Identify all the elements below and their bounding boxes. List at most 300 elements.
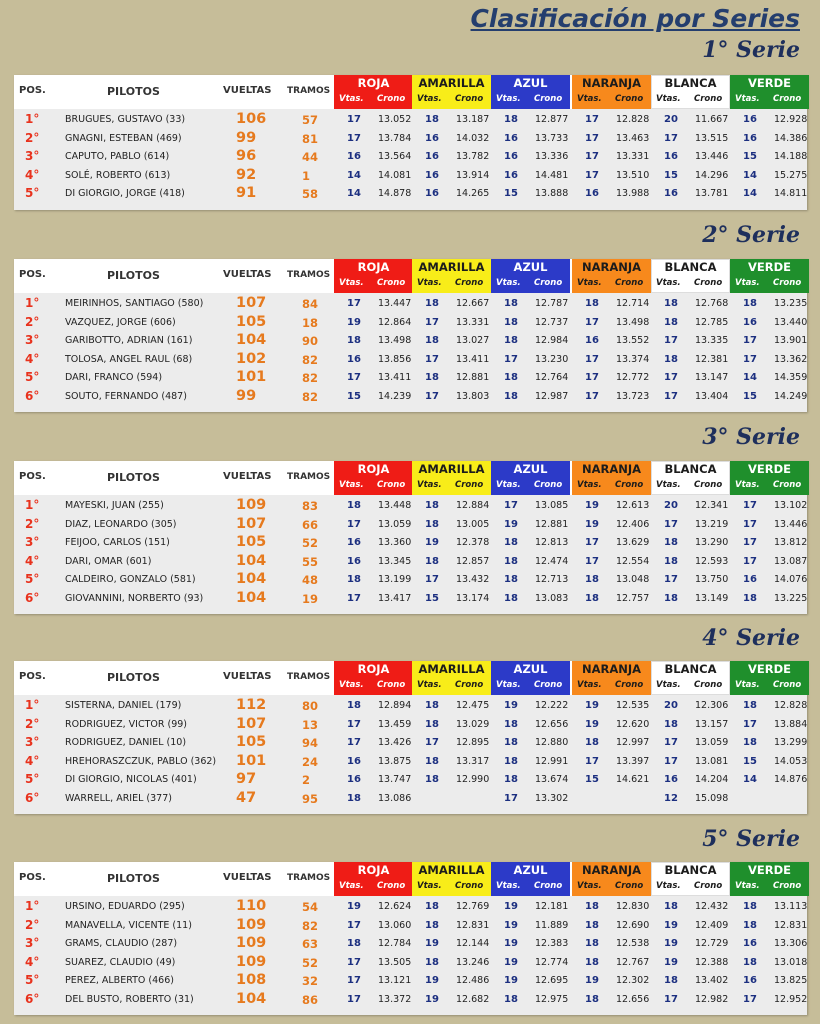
color-time: 13.235	[774, 298, 808, 309]
color-time: 13.459	[378, 718, 412, 730]
table-row	[14, 734, 807, 753]
color-laps: 18	[504, 774, 518, 785]
color-time: 13.723	[616, 390, 650, 402]
color-time: 12.486	[456, 975, 490, 986]
position: 5°	[25, 973, 40, 987]
color-laps: 16	[425, 169, 439, 181]
subheader-crono: Crono	[377, 480, 406, 490]
color-laps: 17	[743, 537, 757, 548]
color-name: AZUL	[513, 462, 548, 476]
laps-total: 107	[236, 515, 267, 532]
color-time: 13.781	[695, 188, 729, 199]
color-time: 13.048	[616, 574, 650, 585]
color-name: AZUL	[513, 76, 548, 90]
color-time: 12.895	[456, 737, 490, 748]
color-header-amarilla	[412, 862, 491, 896]
color-laps: 17	[743, 718, 757, 730]
pilot-name: RODRIGUEZ, VICTOR (99)	[65, 718, 187, 730]
subheader-vtas: Vtas.	[496, 278, 521, 288]
color-name: VERDE	[747, 462, 791, 476]
color-time: 13.988	[616, 188, 650, 199]
color-time: 13.086	[378, 792, 412, 804]
pilot-name: SOUTO, FERNANDO (487)	[65, 390, 187, 402]
table-row	[14, 753, 807, 772]
color-laps: 19	[664, 938, 678, 949]
color-laps: 17	[585, 151, 599, 162]
table-row	[14, 534, 807, 553]
color-time: 13.402	[695, 975, 729, 986]
subheader-crono: Crono	[694, 94, 723, 104]
color-header-naranja	[572, 862, 651, 896]
color-laps: 17	[347, 592, 361, 604]
subheader-vtas: Vtas.	[656, 680, 681, 690]
color-name: AMARILLA	[418, 662, 485, 676]
color-laps: 17	[585, 755, 599, 767]
color-subheader	[651, 677, 730, 693]
color-name: ROJA	[357, 662, 390, 676]
color-subheader	[491, 91, 570, 107]
position: 1°	[25, 296, 40, 310]
subheader-crono: Crono	[694, 278, 723, 288]
color-laps: 18	[504, 993, 518, 1005]
laps-total: 104	[236, 332, 267, 348]
color-time: 13.750	[695, 574, 729, 585]
table-body	[14, 109, 807, 210]
header-pilotos: PILOTOS	[107, 671, 160, 684]
sections: 55	[302, 554, 319, 569]
color-time: 13.888	[535, 188, 569, 199]
color-subheader	[491, 677, 570, 693]
table-row	[14, 972, 807, 991]
laps-total: 96	[236, 148, 257, 164]
color-time: 14.265	[456, 188, 490, 199]
position: 2°	[25, 716, 40, 731]
color-time: 13.747	[378, 774, 412, 785]
position: 1°	[25, 698, 40, 712]
color-laps: 16	[585, 188, 599, 199]
table-header	[14, 862, 807, 896]
subheader-crono: Crono	[694, 680, 723, 690]
color-laps: 19	[425, 537, 439, 548]
color-time: 13.052	[378, 114, 412, 125]
color-name: AZUL	[513, 662, 548, 676]
subheader-crono: Crono	[615, 94, 644, 104]
sections: 18	[302, 315, 319, 330]
color-subheader	[412, 477, 491, 493]
pilot-name: SUAREZ, CLAUDIO (49)	[65, 956, 176, 968]
table-row	[14, 898, 807, 917]
color-header-roja	[334, 461, 413, 495]
color-laps: 16	[347, 151, 361, 162]
color-laps: 15	[504, 188, 518, 199]
color-laps: 17	[743, 993, 757, 1005]
color-time: 12.884	[456, 500, 490, 511]
color-time: 12.474	[535, 555, 569, 567]
color-time: 12.881	[456, 372, 490, 383]
color-laps: 18	[425, 700, 439, 711]
color-laps: 15	[425, 592, 439, 604]
subheader-vtas: Vtas.	[496, 94, 521, 104]
sections: 32	[302, 974, 319, 988]
color-header-azul	[491, 259, 570, 293]
color-laps: 18	[585, 592, 599, 604]
color-laps: 16	[743, 938, 757, 949]
subheader-vtas: Vtas.	[735, 278, 760, 288]
color-time: 13.448	[378, 500, 412, 511]
subheader-crono: Crono	[377, 881, 406, 891]
color-time: 12.984	[535, 335, 569, 346]
color-header-azul	[491, 461, 570, 495]
table-row	[14, 332, 807, 351]
table-row	[14, 351, 807, 370]
color-time: 12.737	[535, 316, 569, 328]
color-laps: 18	[743, 700, 757, 711]
color-time: 12.831	[774, 919, 808, 931]
subheader-vtas: Vtas.	[496, 881, 521, 891]
header-pos: POS.	[19, 671, 46, 682]
color-subheader	[730, 477, 809, 493]
color-laps: 17	[585, 390, 599, 402]
color-time: 13.901	[774, 335, 808, 346]
color-time: 13.397	[616, 755, 650, 767]
color-time: 13.290	[695, 537, 729, 548]
color-time: 13.121	[378, 975, 412, 986]
color-time: 12.830	[616, 901, 650, 912]
subheader-crono: Crono	[615, 680, 644, 690]
subheader-crono: Crono	[534, 680, 563, 690]
subheader-crono: Crono	[773, 881, 802, 891]
color-laps: 19	[664, 919, 678, 931]
position: 3°	[25, 936, 40, 950]
pilot-name: DEL BUSTO, ROBERTO (31)	[65, 993, 194, 1005]
color-laps: 17	[664, 518, 678, 530]
color-laps: 14	[743, 169, 757, 181]
pilot-name: MANAVELLA, VICENTE (11)	[65, 919, 192, 931]
color-time: 12.857	[456, 555, 490, 567]
sections: 84	[302, 297, 319, 311]
laps-total: 104	[236, 589, 267, 606]
color-time: 13.411	[456, 353, 490, 365]
subheader-crono: Crono	[534, 278, 563, 288]
color-laps: 17	[585, 555, 599, 567]
color-header-amarilla	[412, 461, 491, 495]
color-laps: 16	[425, 151, 439, 162]
color-laps: 14	[347, 188, 361, 199]
color-laps: 17	[585, 132, 599, 144]
color-time: 12.877	[535, 114, 569, 125]
color-time: 13.505	[378, 956, 412, 968]
color-laps: 14	[743, 372, 757, 383]
table-header	[14, 661, 807, 695]
color-header-verde	[730, 862, 809, 896]
color-time: 13.812	[774, 537, 808, 548]
color-time: 12.990	[456, 774, 490, 785]
laps-total: 104	[236, 571, 267, 587]
color-header-naranja	[572, 75, 651, 109]
sections: 86	[302, 992, 319, 1007]
pilot-name: DARI, FRANCO (594)	[65, 372, 163, 383]
color-time: 12.729	[695, 938, 729, 949]
color-laps: 19	[664, 956, 678, 968]
color-laps: 18	[504, 537, 518, 548]
color-time: 13.498	[378, 335, 412, 346]
sections: 19	[302, 591, 319, 606]
color-time: 12.690	[616, 919, 650, 931]
color-time: 13.803	[456, 390, 490, 402]
laps-total: 99	[236, 129, 257, 146]
table-row	[14, 369, 807, 388]
color-laps: 18	[425, 956, 439, 968]
laps-total: 47	[236, 789, 257, 806]
sections: 2	[302, 773, 311, 787]
color-time: 12.341	[695, 500, 729, 511]
color-time: 13.417	[378, 592, 412, 604]
color-subheader	[572, 275, 651, 291]
pilot-name: TOLOSA, ANGEL RAUL (68)	[65, 353, 193, 365]
position: 1°	[25, 899, 40, 913]
color-laps: 20	[664, 114, 678, 125]
subheader-vtas: Vtas.	[735, 881, 760, 891]
sections: 44	[302, 150, 319, 164]
color-time: 12.982	[695, 993, 729, 1005]
color-laps: 18	[347, 938, 361, 949]
pilot-name: GARIBOTTO, ADRIAN (161)	[65, 335, 193, 346]
position: 1°	[25, 498, 40, 512]
laps-total: 109	[236, 953, 267, 970]
table-row	[14, 314, 807, 333]
table-body	[14, 293, 807, 412]
color-subheader	[730, 91, 809, 107]
color-time: 12.785	[695, 316, 729, 328]
color-time: 13.331	[456, 316, 490, 328]
pilot-name: CALDEIRO, GONZALO (581)	[65, 574, 196, 585]
sections: 83	[302, 499, 319, 513]
color-laps: 20	[664, 700, 678, 711]
color-time: 12.144	[456, 938, 490, 949]
color-laps: 18	[425, 500, 439, 511]
table-header	[14, 75, 807, 109]
color-laps: 17	[743, 335, 757, 346]
color-time: 13.784	[378, 132, 412, 144]
subheader-vtas: Vtas.	[577, 480, 602, 490]
color-name: NARANJA	[581, 462, 642, 476]
color-time: 12.774	[535, 956, 569, 968]
pilot-name: HREHORASZCZUK, PABLO (362)	[65, 755, 217, 767]
pilot-name: DIAZ, LEONARDO (305)	[65, 518, 177, 530]
pilot-name: MAYESKI, JUAN (255)	[65, 500, 164, 511]
color-time: 12.952	[774, 993, 808, 1005]
color-laps: 19	[425, 993, 439, 1005]
color-subheader	[334, 91, 413, 107]
color-time: 12.928	[774, 114, 808, 125]
color-laps: 18	[347, 335, 361, 346]
color-time: 12.772	[616, 372, 650, 383]
laps-total: 107	[236, 295, 267, 311]
subheader-crono: Crono	[773, 480, 802, 490]
sections: 94	[302, 736, 319, 750]
subheader-crono: Crono	[377, 94, 406, 104]
color-laps: 19	[347, 316, 361, 328]
table-row	[14, 697, 807, 716]
subheader-vtas: Vtas.	[339, 278, 364, 288]
sections: 82	[302, 918, 319, 933]
color-name: BLANCA	[664, 260, 717, 274]
color-laps: 18	[425, 298, 439, 309]
color-subheader	[412, 878, 491, 894]
sections: 1	[302, 168, 311, 183]
color-time: 12.538	[616, 938, 650, 949]
laps-total: 91	[236, 185, 257, 201]
color-time: 12.667	[456, 298, 490, 309]
color-laps: 17	[347, 975, 361, 986]
table-row	[14, 130, 807, 149]
color-time: 12.378	[456, 537, 490, 548]
laps-total: 101	[236, 752, 267, 769]
header-pos: POS.	[19, 269, 46, 280]
position: 5°	[25, 186, 40, 200]
color-subheader	[491, 275, 570, 291]
color-subheader	[572, 878, 651, 894]
laps-total: 101	[236, 369, 267, 385]
color-header-azul	[491, 862, 570, 896]
subheader-vtas: Vtas.	[339, 881, 364, 891]
header-tramos: TRAMOS	[287, 873, 331, 883]
subheader-vtas: Vtas.	[496, 480, 521, 490]
color-laps: 17	[664, 132, 678, 144]
color-laps: 18	[504, 372, 518, 383]
table-row	[14, 497, 807, 516]
pilot-name: MEIRINHOS, SANTIAGO (580)	[65, 298, 204, 309]
color-laps: 19	[425, 938, 439, 949]
color-laps: 18	[743, 956, 757, 968]
color-laps: 17	[347, 919, 361, 931]
color-laps: 17	[347, 718, 361, 730]
color-laps: 16	[425, 132, 439, 144]
laps-total: 99	[236, 387, 257, 404]
color-laps: 16	[504, 132, 518, 144]
subheader-crono: Crono	[377, 278, 406, 288]
color-time: 12.975	[535, 993, 569, 1005]
color-laps: 16	[347, 555, 361, 567]
color-name: ROJA	[357, 462, 390, 476]
table-row	[14, 954, 807, 973]
color-time: 13.087	[774, 555, 808, 567]
color-laps: 14	[743, 774, 757, 785]
sections: 13	[302, 717, 319, 732]
color-laps: 17	[504, 500, 518, 511]
color-time: 12.784	[378, 938, 412, 949]
color-time: 12.181	[535, 901, 569, 912]
sections: 54	[302, 900, 319, 914]
color-header-blanca	[651, 661, 730, 695]
color-header-blanca	[651, 259, 730, 293]
color-time: 13.230	[535, 353, 569, 365]
sections: 80	[302, 699, 319, 713]
header-vueltas: VUELTAS	[223, 872, 272, 883]
color-laps: 16	[425, 188, 439, 199]
sections: 82	[302, 371, 319, 385]
color-time: 14.053	[774, 755, 808, 767]
subheader-vtas: Vtas.	[735, 94, 760, 104]
header-pos: POS.	[19, 471, 46, 482]
color-time: 13.426	[378, 737, 412, 748]
table-body	[14, 896, 807, 1015]
subheader-crono: Crono	[455, 94, 484, 104]
color-laps: 19	[585, 975, 599, 986]
color-subheader	[412, 275, 491, 291]
color-time: 13.029	[456, 718, 490, 730]
laps-total: 104	[236, 552, 267, 569]
color-time: 13.404	[695, 390, 729, 402]
color-laps: 17	[425, 316, 439, 328]
subheader-crono: Crono	[694, 480, 723, 490]
position: 4°	[25, 167, 40, 182]
color-laps: 18	[585, 919, 599, 931]
color-time: 13.336	[535, 151, 569, 162]
position: 4°	[25, 351, 40, 366]
color-subheader	[730, 677, 809, 693]
pilot-name: SISTERNA, DANIEL (179)	[65, 700, 182, 711]
color-time: 15.098	[695, 792, 729, 804]
table-row	[14, 185, 807, 204]
laps-total: 105	[236, 534, 267, 550]
position: 2°	[25, 516, 40, 531]
color-laps: 18	[425, 755, 439, 767]
sections: 24	[302, 754, 319, 769]
color-time: 14.032	[456, 132, 490, 144]
position: 4°	[25, 954, 40, 969]
sections: 81	[302, 131, 319, 146]
subheader-vtas: Vtas.	[339, 680, 364, 690]
color-laps: 18	[664, 718, 678, 730]
color-time: 13.446	[774, 518, 808, 530]
color-time: 12.997	[616, 737, 650, 748]
color-laps: 19	[585, 700, 599, 711]
color-laps: 17	[664, 335, 678, 346]
color-time: 12.432	[695, 901, 729, 912]
color-time: 13.733	[535, 132, 569, 144]
series-title: 1° Serie	[702, 37, 800, 63]
color-laps: 17	[743, 518, 757, 530]
color-name: NARANJA	[581, 662, 642, 676]
sections: 95	[302, 791, 319, 806]
color-time: 13.157	[695, 718, 729, 730]
color-subheader	[334, 878, 413, 894]
position: 5°	[25, 572, 40, 586]
color-laps: 19	[504, 975, 518, 986]
color-time: 13.674	[535, 774, 569, 785]
color-name: ROJA	[357, 863, 390, 877]
color-laps: 19	[504, 901, 518, 912]
color-time: 12.624	[378, 901, 412, 912]
color-laps: 18	[664, 555, 678, 567]
subheader-vtas: Vtas.	[656, 94, 681, 104]
color-laps: 16	[743, 316, 757, 328]
color-header-verde	[730, 259, 809, 293]
color-time: 12.713	[535, 574, 569, 585]
color-time: 14.296	[695, 169, 729, 181]
color-time: 12.764	[535, 372, 569, 383]
series-table	[14, 461, 807, 614]
color-laps: 18	[585, 574, 599, 585]
header-vueltas: VUELTAS	[223, 269, 272, 280]
subheader-vtas: Vtas.	[735, 680, 760, 690]
color-time: 12.987	[535, 390, 569, 402]
color-header-verde	[730, 75, 809, 109]
color-laps: 12	[664, 792, 678, 804]
position: 3°	[25, 333, 40, 347]
pilot-name: GIOVANNINI, NORBERTO (93)	[65, 592, 204, 604]
